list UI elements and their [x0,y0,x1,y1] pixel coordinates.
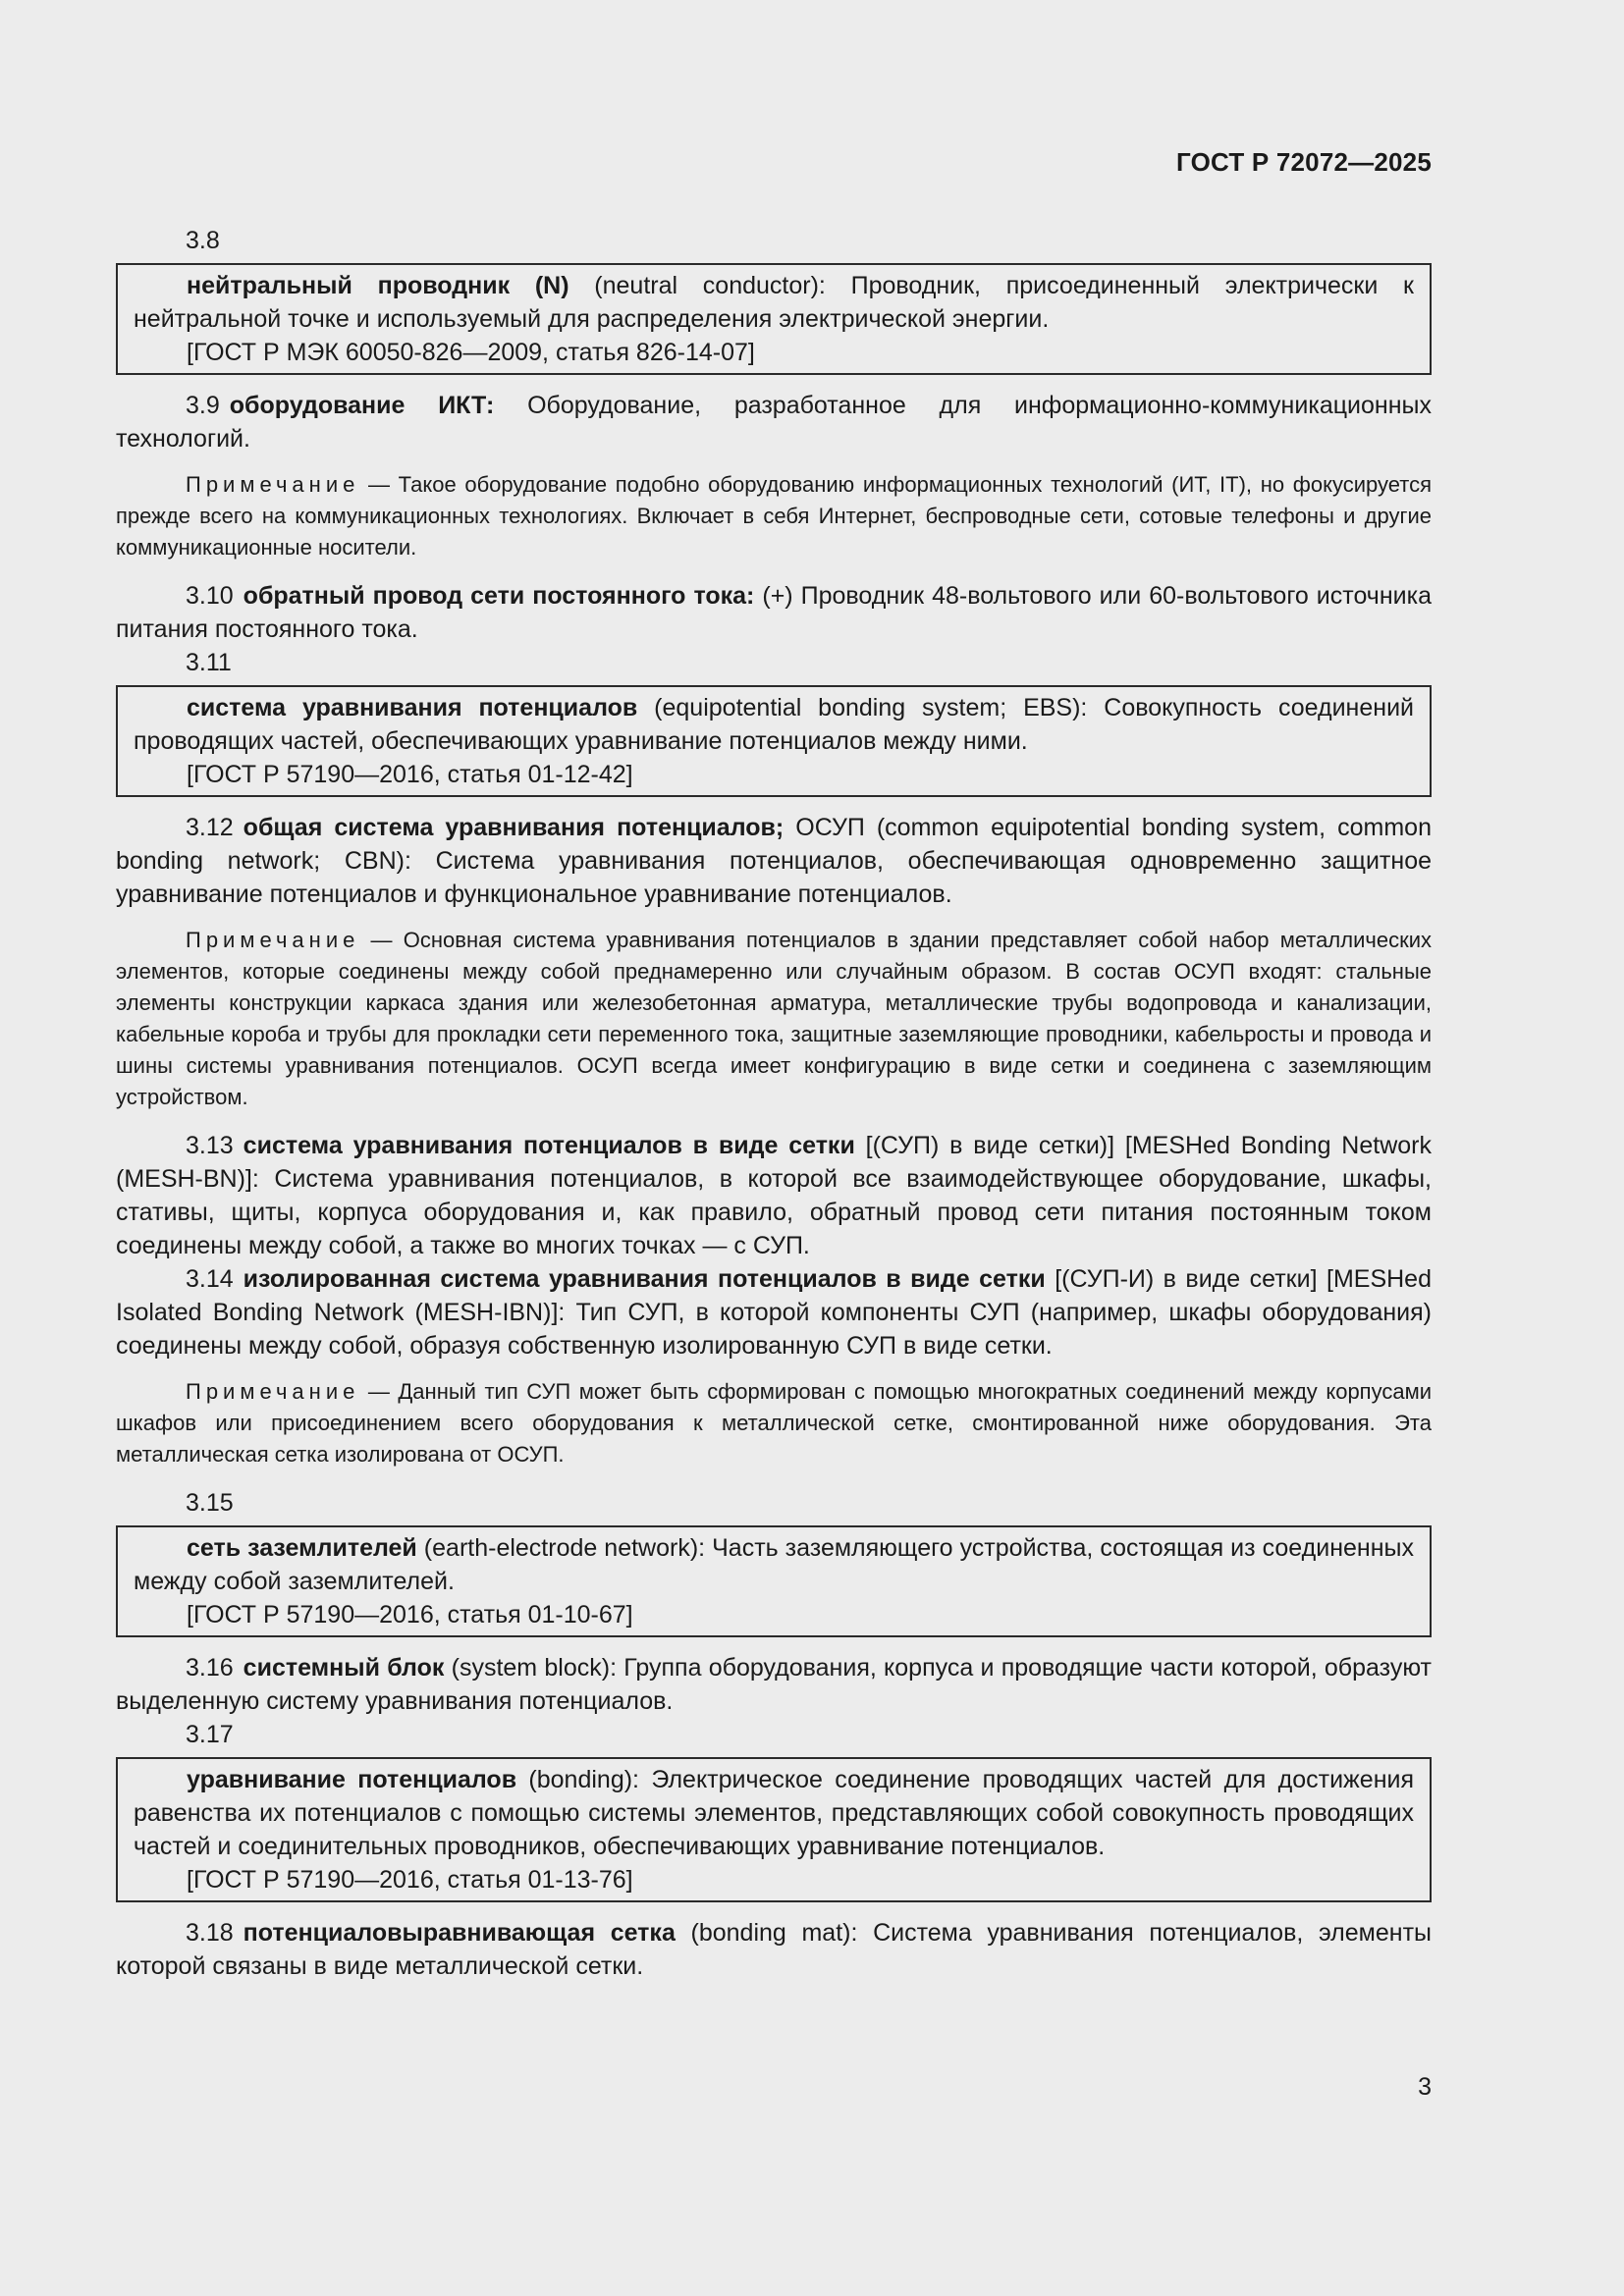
term: изолированная система уравнивания потенциалов в виде сетки [243,1265,1046,1293]
term: система уравнивания потенциалов в виде сетки [243,1132,855,1159]
definition-3-18 [116,1916,1432,1983]
definition-3-10 [116,579,1432,646]
note-3-12 [116,925,1432,1113]
definition-body: ОСУП (common equipotential bonding system, common bonding network; CBN): Система уравнивания потенциалов, обеспечивающая одновременно защитное уравнивание потенциалов и функциональное уравнивание потенциалов. [116,814,1432,908]
note-3-9 [116,469,1432,563]
term: система уравнивания потенциалов [187,694,638,721]
definition-body: [(СУП-И) в виде сетки] [MESHed Isolated Bonding Network (MESH-IBN)]: Тип СУП, в которой компоненты СУП (например, шкафы оборудования) соединены между собой, образуя собственную изолированную СУП в виде сетки. [116,1265,1432,1360]
term: оборудование ИКТ: [229,392,495,419]
source-reference: [ГОСТ Р 57190—2016, статья 01-10-67] [187,1601,633,1629]
definition-text [134,1763,1414,1863]
definition-body: (bonding mat): Система уравнивания потенциалов, элементы которой связаны в виде металлической сетки. [116,1919,1432,1980]
note-label: Примечание [186,472,360,497]
term: потенциаловыравнивающая сетка [243,1919,676,1947]
definition-body: Оборудование, разработанное для информационно-коммуникационных технологий. [116,392,1432,453]
term: нейтральный проводник (N) [187,272,569,299]
document-header: ГОСТ Р 72072—2025 [1176,147,1432,177]
definition-3-12 [116,811,1432,911]
source-reference: [ГОСТ Р 57190—2016, статья 01-12-42] [187,761,633,788]
definition-3-16 [116,1651,1432,1718]
term: обратный провод сети постоянного тока: [243,582,755,610]
definition-box-3-8 [116,263,1432,375]
section-number: 3.8 [186,227,220,254]
definition-3-9 [116,389,1432,455]
section-number: 3.13 [186,1132,234,1159]
note-label: Примечание [186,928,360,952]
note-label: Примечание [186,1379,360,1404]
definition-box-3-17 [116,1757,1432,1902]
term: общая система уравнивания потенциалов; [243,814,785,841]
source-reference: [ГОСТ Р МЭК 60050-826—2009, статья 826-14-07] [187,339,755,366]
note-text: — Такое оборудование подобно оборудованию информационных технологий (ИТ, IT), но фокусируется прежде всего на коммуникационных технологиях. Включает в себя Интернет, беспроводные сети, сотовые телефоны и другие коммуникационные носители. [116,472,1432,560]
source-reference: [ГОСТ Р 57190—2016, статья 01-13-76] [187,1866,633,1894]
definition-box-3-11 [116,685,1432,797]
section-number: 3.12 [186,814,234,841]
term: системный блок [243,1654,445,1682]
section-number: 3.9 [186,392,220,419]
definition-text [134,269,1414,336]
section-number: 3.17 [186,1721,234,1748]
term: уравнивание потенциалов [187,1766,517,1793]
definition-body: [(СУП) в виде сетки)] [MESHed Bonding Network (MESH-BN)]: Система уравнивания потенциалов, в которой все взаимодействующее оборудование, шкафы, стативы, щиты, корпуса оборудования и, как правило, обратный провод сети питания постоянным током соединены между собой, а также во многих точках — с СУП. [116,1132,1432,1259]
page-number: 3 [1418,2073,1432,2101]
note-text: — Данный тип СУП может быть сформирован с помощью многократных соединений между корпусами шкафов или присоединением всего оборудования к металлической сетке, смонтированной ниже оборудования. Эта металлическая сетка изолирована от ОСУП. [116,1379,1432,1467]
definition-body: (earth-electrode network): Часть заземляющего устройства, состоящая из соединенных между собой заземлителей. [134,1534,1414,1595]
section-number: 3.14 [186,1265,234,1293]
definition-body: (bonding): Электрическое соединение проводящих частей для достижения равенства их потенциалов с помощью системы элементов, представляющих собой совокупность проводящих частей и соединительных проводников, обеспечивающих уравнивание потенциалов. [134,1766,1414,1860]
definition-body: (system block): Группа оборудования, корпуса и проводящие части которой, образуют выделенную систему уравнивания потенциалов. [116,1654,1432,1715]
section-number: 3.18 [186,1919,234,1947]
definition-3-13 [116,1129,1432,1262]
section-number: 3.11 [186,649,232,676]
definition-3-14 [116,1262,1432,1362]
definition-box-3-15 [116,1525,1432,1637]
note-3-14 [116,1376,1432,1470]
term: сеть заземлителей [187,1534,417,1562]
definition-text [134,1531,1414,1598]
section-number: 3.16 [186,1654,234,1682]
document-body [116,224,1432,1983]
section-number: 3.10 [186,582,234,610]
note-text: — Основная система уравнивания потенциалов в здании представляет собой набор металлических элементов, которые соединены между собой преднамеренно или случайным образом. В состав ОСУП входят: стальные элементы конструкции каркаса здания или железобетонная арматура, металлические трубы водопровода и канализации, кабельные короба и трубы для прокладки сети переменного тока, защитные заземляющие проводники, кабельросты и провода и шины системы уравнивания потенциалов. ОСУП всегда имеет конфигурацию в виде сетки и соединена с заземляющим устройством. [116,928,1432,1109]
definition-body: (neutral conductor): Проводник, присоединенный электрически к нейтральной точке и используемый для распределения электрической энергии. [134,272,1414,333]
section-number: 3.15 [186,1489,234,1517]
definition-body: (+) Проводник 48-вольтового или 60-вольтового источника питания постоянного тока. [116,582,1432,643]
definition-text [134,691,1414,758]
definition-body: (equipotential bonding system; EBS): Совокупность соединений проводящих частей, обеспечивающих уравнивание потенциалов между ними. [134,694,1414,755]
